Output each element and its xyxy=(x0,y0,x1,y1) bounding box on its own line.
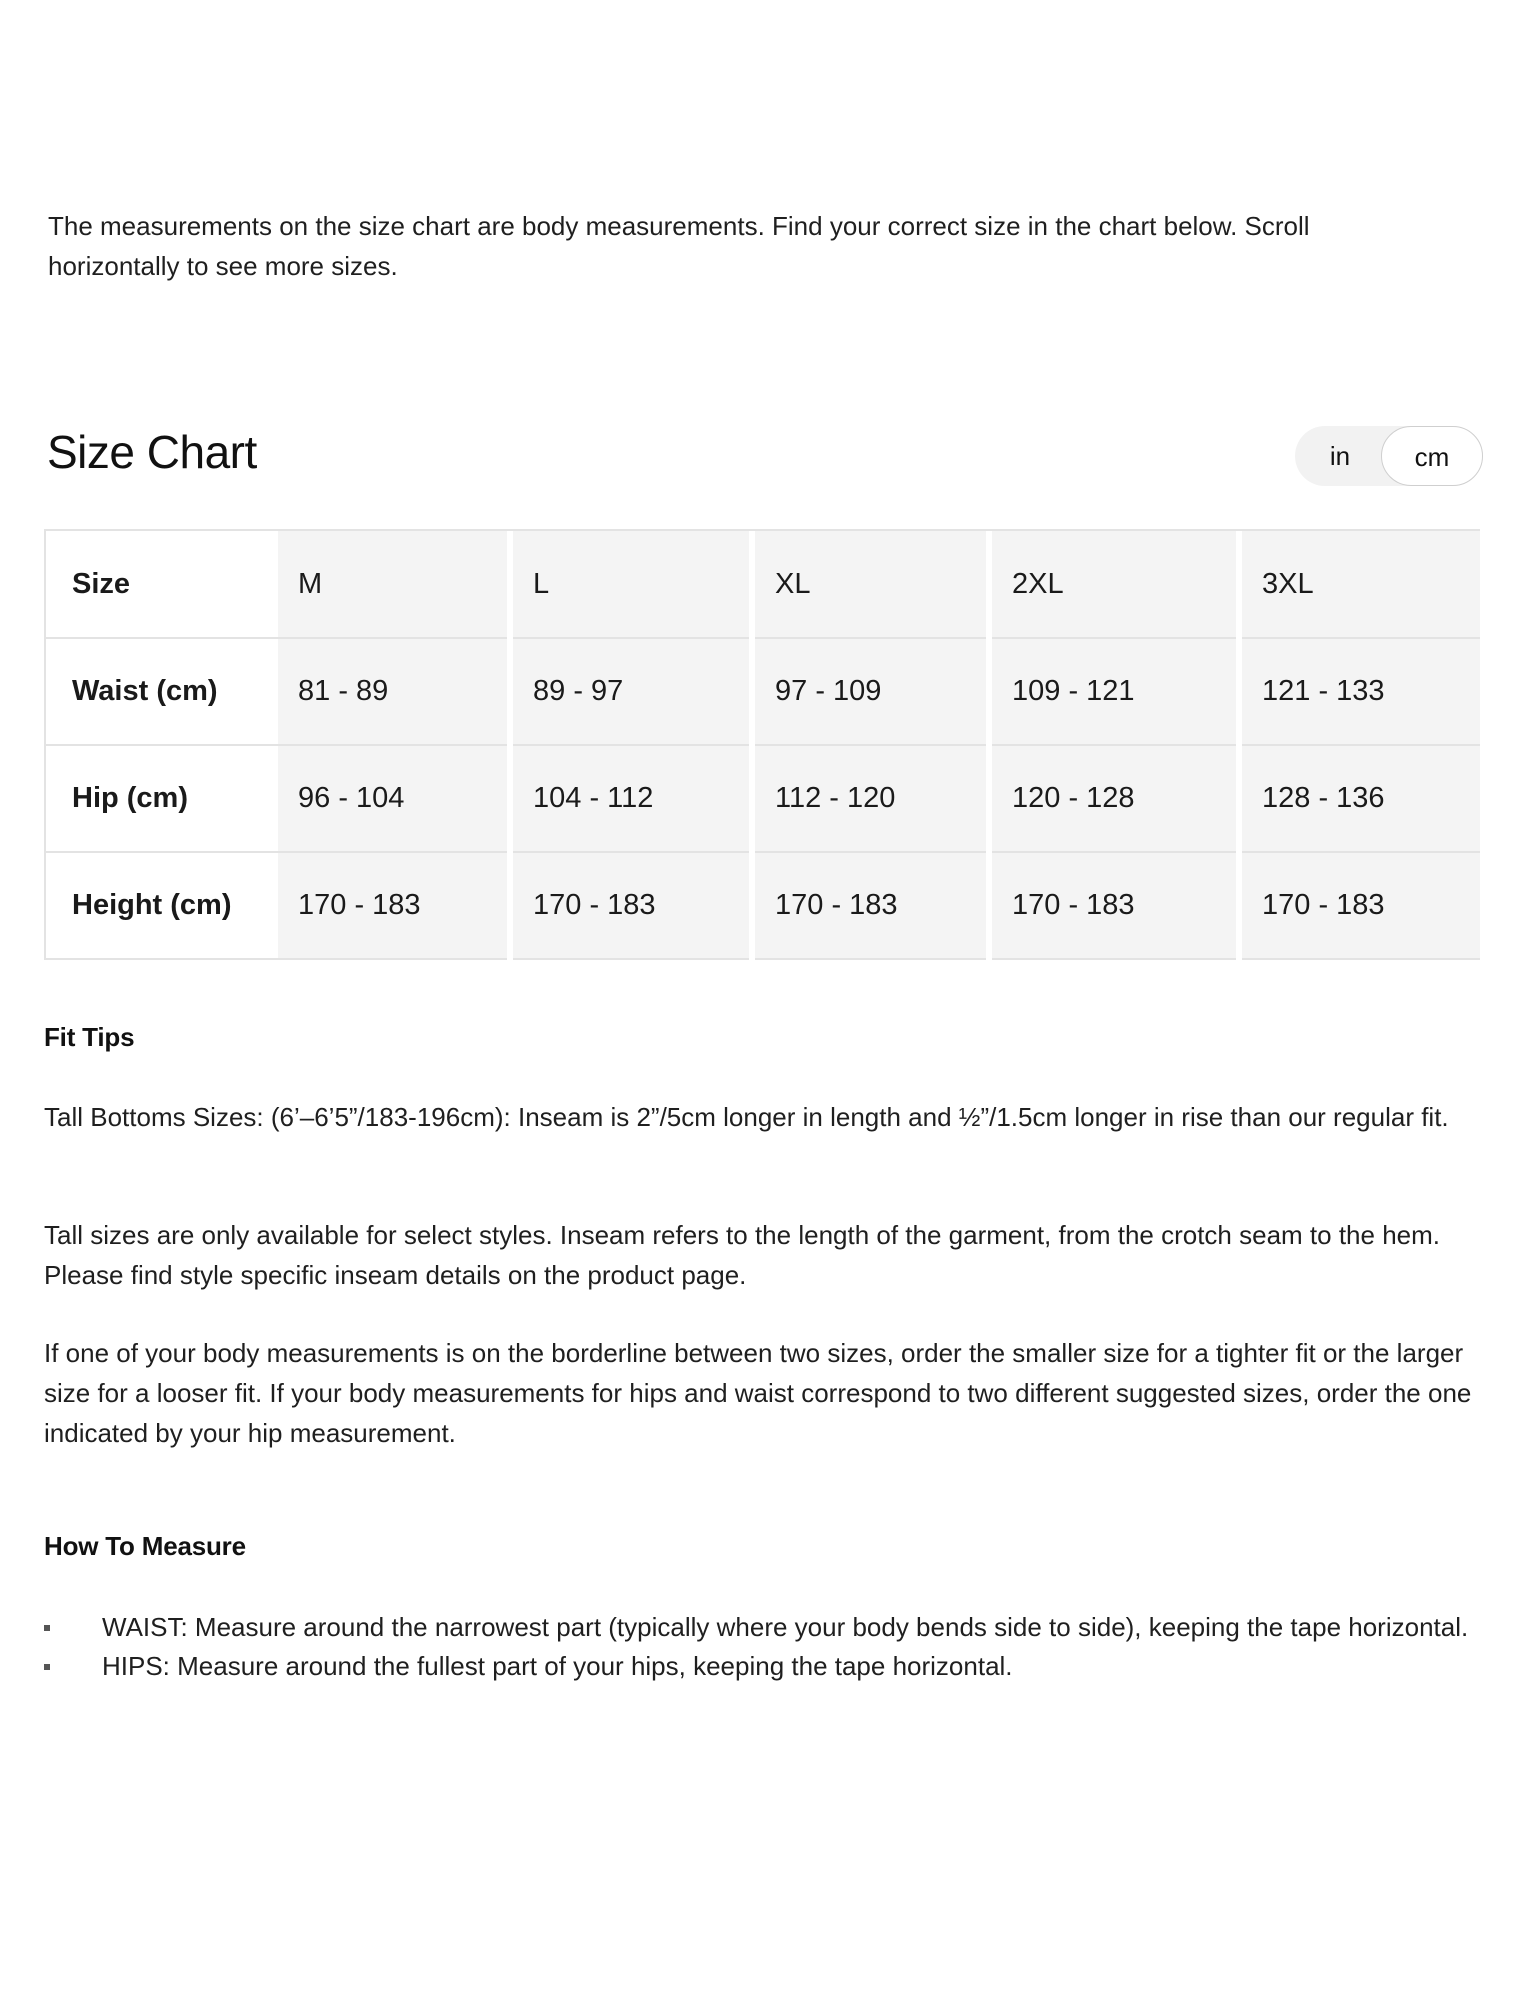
how-to-measure-list xyxy=(44,1608,1484,1686)
row-label-size: Size xyxy=(46,531,278,638)
size-header-cell: L xyxy=(510,531,752,638)
unit-option-cm[interactable]: cm xyxy=(1381,426,1483,486)
table-cell: 109 - 121 xyxy=(989,638,1239,745)
table-cell: 170 - 183 xyxy=(989,852,1239,959)
fit-tips-heading: Fit Tips xyxy=(44,1022,135,1052)
table-row xyxy=(46,745,1480,852)
bullet-icon xyxy=(44,1664,50,1670)
list-item xyxy=(44,1647,1484,1686)
table-cell: 81 - 89 xyxy=(278,638,510,745)
table-cell: 96 - 104 xyxy=(278,745,510,852)
table-row xyxy=(46,638,1480,745)
size-header-cell: 2XL xyxy=(989,531,1239,638)
size-header-cell: 3XL xyxy=(1239,531,1480,638)
unit-option-in[interactable]: in xyxy=(1329,441,1351,471)
size-table xyxy=(46,531,1480,960)
fit-tip-paragraph: Tall sizes are only available for select styles. Inseam refers to the length of the garment, from the crotch seam to the hem. Please find style specific inseam details on the product page. xyxy=(44,1220,1440,1290)
size-table-scroll[interactable] xyxy=(44,529,1480,960)
table-cell: 170 - 183 xyxy=(752,852,989,959)
bullet-icon xyxy=(44,1625,50,1631)
table-cell: 170 - 183 xyxy=(278,852,510,959)
table-row xyxy=(46,852,1480,959)
list-item-text: WAIST: Measure around the narrowest part (typically where your body bends side to side), keeping the tape horizontal. xyxy=(102,1612,1469,1642)
size-chart-title: Size Chart xyxy=(47,426,257,478)
table-cell: 89 - 97 xyxy=(510,638,752,745)
table-cell: 121 - 133 xyxy=(1239,638,1480,745)
table-cell: 128 - 136 xyxy=(1239,745,1480,852)
table-cell: 112 - 120 xyxy=(752,745,989,852)
list-item-text: HIPS: Measure around the fullest part of your hips, keeping the tape horizontal. xyxy=(102,1651,1013,1681)
row-label-waist: Waist (cm) xyxy=(46,638,278,745)
table-cell: 120 - 128 xyxy=(989,745,1239,852)
table-cell: 170 - 183 xyxy=(510,852,752,959)
table-cell: 170 - 183 xyxy=(1239,852,1480,959)
list-item xyxy=(44,1608,1484,1647)
fit-tip-paragraph: If one of your body measurements is on the borderline between two sizes, order the smaller size for a tighter fit or the larger size for a looser fit. If your body measurements for hips and waist correspond to two different suggested sizes, order the one indicated by your hip measurement. xyxy=(44,1338,1472,1448)
row-label-hip: Hip (cm) xyxy=(46,745,278,852)
table-cell: 104 - 112 xyxy=(510,745,752,852)
intro-text: The measurements on the size chart are body measurements. Find your correct size in the chart below. Scroll horizontally to see more sizes. xyxy=(48,211,1310,281)
size-header-cell: M xyxy=(278,531,510,638)
how-to-measure-heading: How To Measure xyxy=(44,1531,246,1561)
row-label-height: Height (cm) xyxy=(46,852,278,959)
table-cell: 97 - 109 xyxy=(752,638,989,745)
fit-tip-paragraph: Tall Bottoms Sizes: (6’–6’5”/183-196cm): Inseam is 2”/5cm longer in length and ½”/1.5cm longer in rise than our regular fit. xyxy=(44,1102,1449,1132)
unit-toggle[interactable] xyxy=(1295,426,1483,486)
table-row xyxy=(46,531,1480,638)
size-header-cell: XL xyxy=(752,531,989,638)
